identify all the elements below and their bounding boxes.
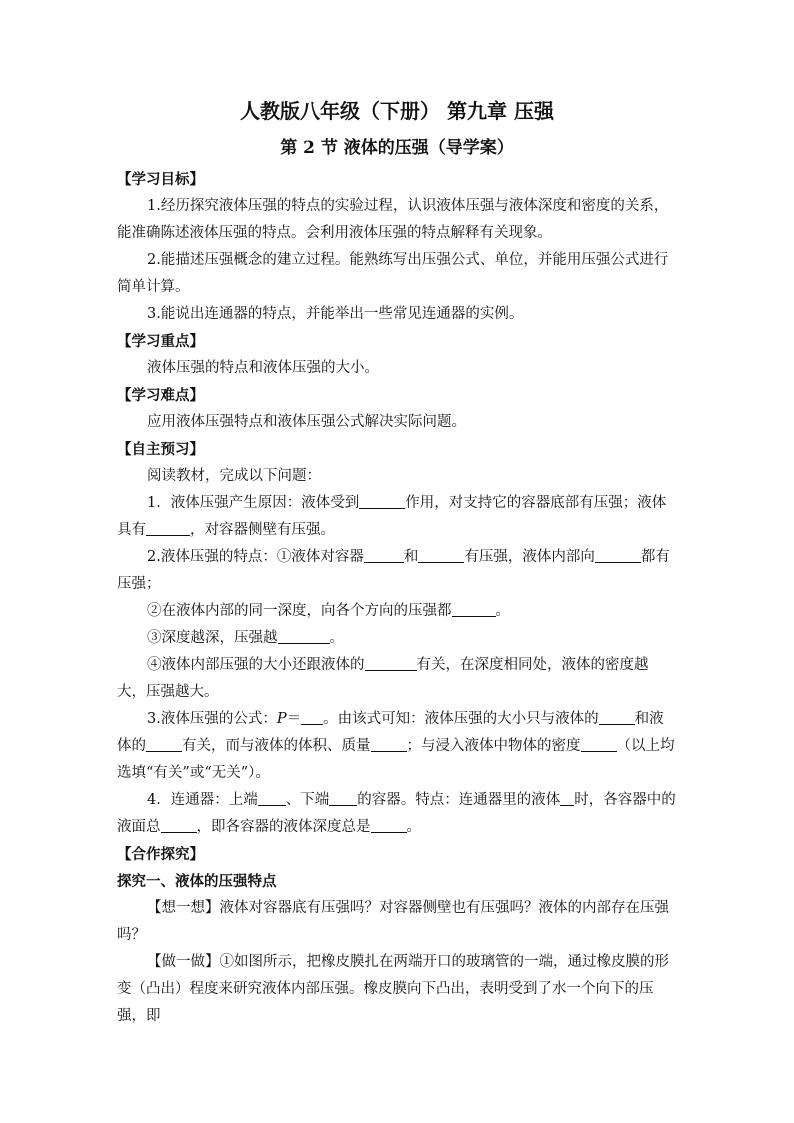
q4-text-b: 、下端: [285, 792, 330, 808]
preview-question-2-3: [117, 625, 677, 652]
difficulties-heading: 【学习难点】: [117, 387, 204, 404]
q4-blank-4[interactable]: [161, 816, 197, 833]
document-subtitle: 第 2 节 液体的压强（导学案）: [280, 138, 514, 158]
preview-question-4: [117, 787, 677, 841]
q3-blank-4[interactable]: [371, 735, 407, 752]
q3-formula-p: P: [276, 711, 287, 727]
q2-blank-1[interactable]: [364, 546, 404, 563]
cooperate-heading: 【合作探究】: [117, 846, 204, 863]
q1-text-a: 1．液体压强产生原因：液体受到: [147, 495, 360, 511]
q4-blank-1[interactable]: [258, 789, 286, 806]
preview-question-1: [117, 490, 677, 544]
goals-heading: 【学习目标】: [117, 171, 204, 188]
q3-blank-5[interactable]: [581, 735, 617, 752]
q3-text-f: ；与浸入液体中物体的密度: [406, 738, 581, 754]
explore-one-heading: 探究一、液体的压强特点: [117, 873, 277, 890]
q2-3-blank[interactable]: [278, 627, 330, 644]
preview-intro: 阅读教材，完成以下问题：: [147, 468, 321, 484]
q3-blank-3[interactable]: [146, 735, 182, 752]
q4-blank-5[interactable]: [371, 816, 407, 833]
goal-item-2: 2.能描述压强概念的建立过程。能熟练写出压强公式、单位，并能用压强公式进行简单计算。: [117, 252, 669, 295]
preview-heading: 【自主预习】: [117, 441, 204, 458]
q1-text-b: 作用，对支持它的容器底部有压强；液体具有: [117, 495, 667, 538]
q2-text-c: 有压强，液体内部向: [464, 549, 595, 565]
q4-text-a: 4．连通器：上端: [147, 792, 258, 808]
difficulties-text: 应用液体压强特点和液体压强公式解决实际问题。: [147, 414, 466, 430]
q2-text-d: 都有压强；: [117, 549, 670, 592]
goal-item-3: 3.能说出连通器的特点，并能举出一些常见连通器的实例。: [147, 306, 524, 322]
q2-blank-2[interactable]: [418, 546, 464, 563]
key-points-heading: 【学习重点】: [117, 333, 204, 350]
q1-blank-1[interactable]: [359, 492, 405, 509]
q1-blank-2[interactable]: [146, 519, 190, 536]
q2-2-blank[interactable]: [452, 600, 496, 617]
q2-4-blank[interactable]: [365, 654, 417, 671]
q2-4-text-b: 有关，在深度相同处，液体的密度越大，压强越大。: [117, 657, 649, 700]
key-points-text: 液体压强的特点和液体压强的大小。: [147, 360, 379, 376]
q3-text-c: 。由该式可知：液体压强的大小只与液体的: [323, 711, 599, 727]
q4-blank-2[interactable]: [329, 789, 357, 806]
q3-text-g: （以上均选填“有关”或“无关”）。: [117, 738, 675, 781]
q4-blank-3[interactable]: [560, 789, 574, 806]
q2-4-text-a: ④液体内部压强的大小还跟液体的: [147, 657, 365, 673]
do-paragraph: 【做一做】①如图所示，把橡皮膜扎在两端开口的玻璃管的一端，通过橡皮膜的形变（凸出）程度来研究液体内部压强。橡皮膜向下凸出，表明受到了水一个向下的压强，即: [117, 954, 669, 1024]
q2-2-text-b: 。: [495, 603, 510, 619]
preview-question-2: [117, 544, 677, 598]
goal-item-1: 1.经历探究液体压强的特点的实验过程，认识液体压强与液体深度和密度的关系，能准确陈述液体压强的特点。会利用液体压强的特点解释有关现象。: [117, 198, 669, 241]
document-title: 人教版八年级（下册） 第九章 压强: [240, 99, 554, 123]
q3-text-e: 有关，而与液体的体积、质量: [182, 738, 371, 754]
q3-blank-2[interactable]: [599, 708, 635, 725]
q4-text-f: 。: [406, 819, 421, 835]
preview-question-2-4: [117, 652, 677, 706]
q2-blank-3[interactable]: [595, 546, 641, 563]
q2-text-a: 2.液体压强的特点：①液体对容器: [147, 549, 364, 565]
q3-text-d: 和液体的: [117, 711, 664, 754]
q4-text-d: 时，各容器中的液面总: [117, 792, 676, 835]
q1-text-c: ，对容器侧壁有压强。: [190, 522, 335, 538]
q4-text-c: 的容器。特点：连通器里的液体: [357, 792, 561, 808]
preview-question-3: [117, 706, 677, 787]
q2-2-text-a: ②在液体内部的同一深度，向各个方向的压强都: [147, 603, 452, 619]
q3-text-b: ＝: [286, 711, 302, 727]
q4-text-e: ，即各容器的液体深度总是: [196, 819, 371, 835]
document-content: [117, 96, 677, 1030]
q2-3-text-b: 。: [329, 630, 344, 646]
preview-question-2-2: [117, 598, 677, 625]
q3-blank-1[interactable]: [301, 708, 323, 725]
think-paragraph: 【想一想】液体对容器底有压强吗？对容器侧壁也有压强吗？液体的内部存在压强吗？: [117, 900, 669, 943]
q2-text-b: 和: [403, 549, 419, 565]
q2-3-text-a: ③深度越深，压强越: [147, 630, 278, 646]
q3-text-a: 3.液体压强的公式：: [147, 711, 277, 727]
